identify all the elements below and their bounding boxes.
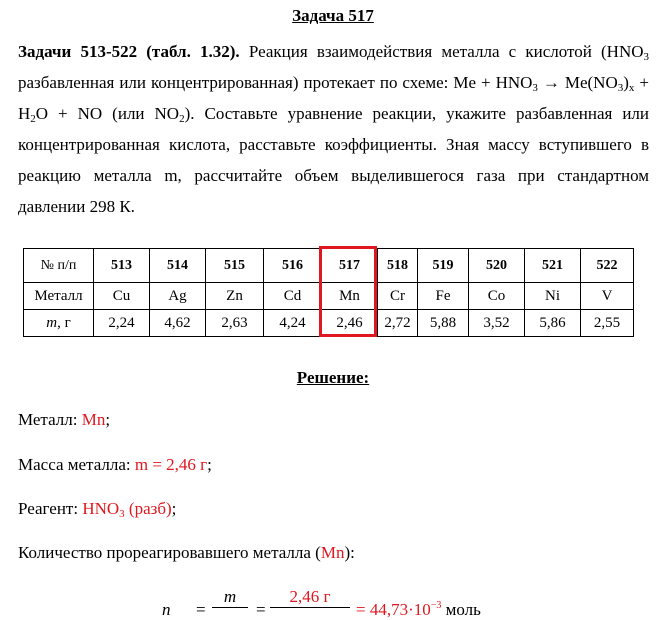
table-cell: 4,62: [150, 310, 206, 337]
table-cell: 517: [322, 249, 378, 283]
table-row-masses: [24, 310, 634, 337]
table-cell: Mn: [322, 283, 378, 310]
table-cell: Zn: [206, 283, 264, 310]
formula-fraction-2: 2,46 г: [270, 587, 350, 608]
table-cell: 5,88: [418, 310, 469, 337]
formula-result: = $44,73\cdot 10^{-3}$ моль: [356, 600, 481, 619]
solution-metal-line: Металл: Mn;: [18, 410, 111, 429]
problem-title: Задача 517: [292, 6, 374, 25]
table-cell: Cr: [378, 283, 418, 310]
table-cell: Co: [469, 283, 525, 310]
table-header-label: № п/п: [24, 249, 94, 283]
table-cell: 2,24: [94, 310, 150, 337]
formula-eq-2: =: [256, 600, 266, 619]
solution-heading: Решение:: [296, 368, 370, 387]
table-cell: 513: [94, 249, 150, 283]
solution-amount-line: Количество прореагировавшего металла (Mn):: [18, 543, 355, 562]
table-cell: Cd: [264, 283, 322, 310]
table-cell: 2,63: [206, 310, 264, 337]
solution-mass-line: Масса металла: m = 2,46 г;: [18, 455, 212, 474]
table-cell: 514: [150, 249, 206, 283]
problem-statement: Задачи 513-522 (табл. 1.32). Реакция взаимодействия металла с кислотой ($HNO_3$ разбавленная или концентрированная) протекает по схеме: $Me + HNO_3 \to Me(NO_3)_x + H_2O$ + NO (или $NO_2$). Составьте уравнение реакции, укажите разбавленная или концентрированная кислота, расставьте коэффициенты. Зная массу вступившего в реакцию металла m, рассчитайте объем выделившегося газа при стандартном давлении 298 К.: [18, 42, 649, 216]
table-cell: 521: [525, 249, 581, 283]
table-cell: 522: [581, 249, 634, 283]
problem-intro: Задачи 513-522 (табл. 1.32).: [18, 42, 240, 61]
table-row-numbers: [24, 249, 634, 283]
table-cell: Ag: [150, 283, 206, 310]
table-cell: 2,72: [378, 310, 418, 337]
table-cell: 516: [264, 249, 322, 283]
metals-table: [23, 248, 634, 337]
table-cell: Cu: [94, 283, 150, 310]
table-cell: Fe: [418, 283, 469, 310]
table-metal-label: Металл: [24, 283, 94, 310]
table-cell: 2,55: [581, 310, 634, 337]
table-cell: 5,86: [525, 310, 581, 337]
table-cell: 518: [378, 249, 418, 283]
table-cell: 515: [206, 249, 264, 283]
table-cell: V: [581, 283, 634, 310]
table-cell: 3,52: [469, 310, 525, 337]
table-row-metals: [24, 283, 634, 310]
formula-fraction-1: m: [212, 587, 248, 608]
table-cell: 519: [418, 249, 469, 283]
table-cell: 520: [469, 249, 525, 283]
formula-eq-1: =: [196, 600, 206, 619]
solution-reagent-line: Реагент: $HNO_3$ (разб);: [18, 499, 177, 520]
table-cell: Ni: [525, 283, 581, 310]
table-mass-label: m, г: [24, 310, 94, 337]
formula-lhs: n: [162, 600, 171, 619]
table-cell: 4,24: [264, 310, 322, 337]
table-cell: 2,46: [322, 310, 378, 337]
